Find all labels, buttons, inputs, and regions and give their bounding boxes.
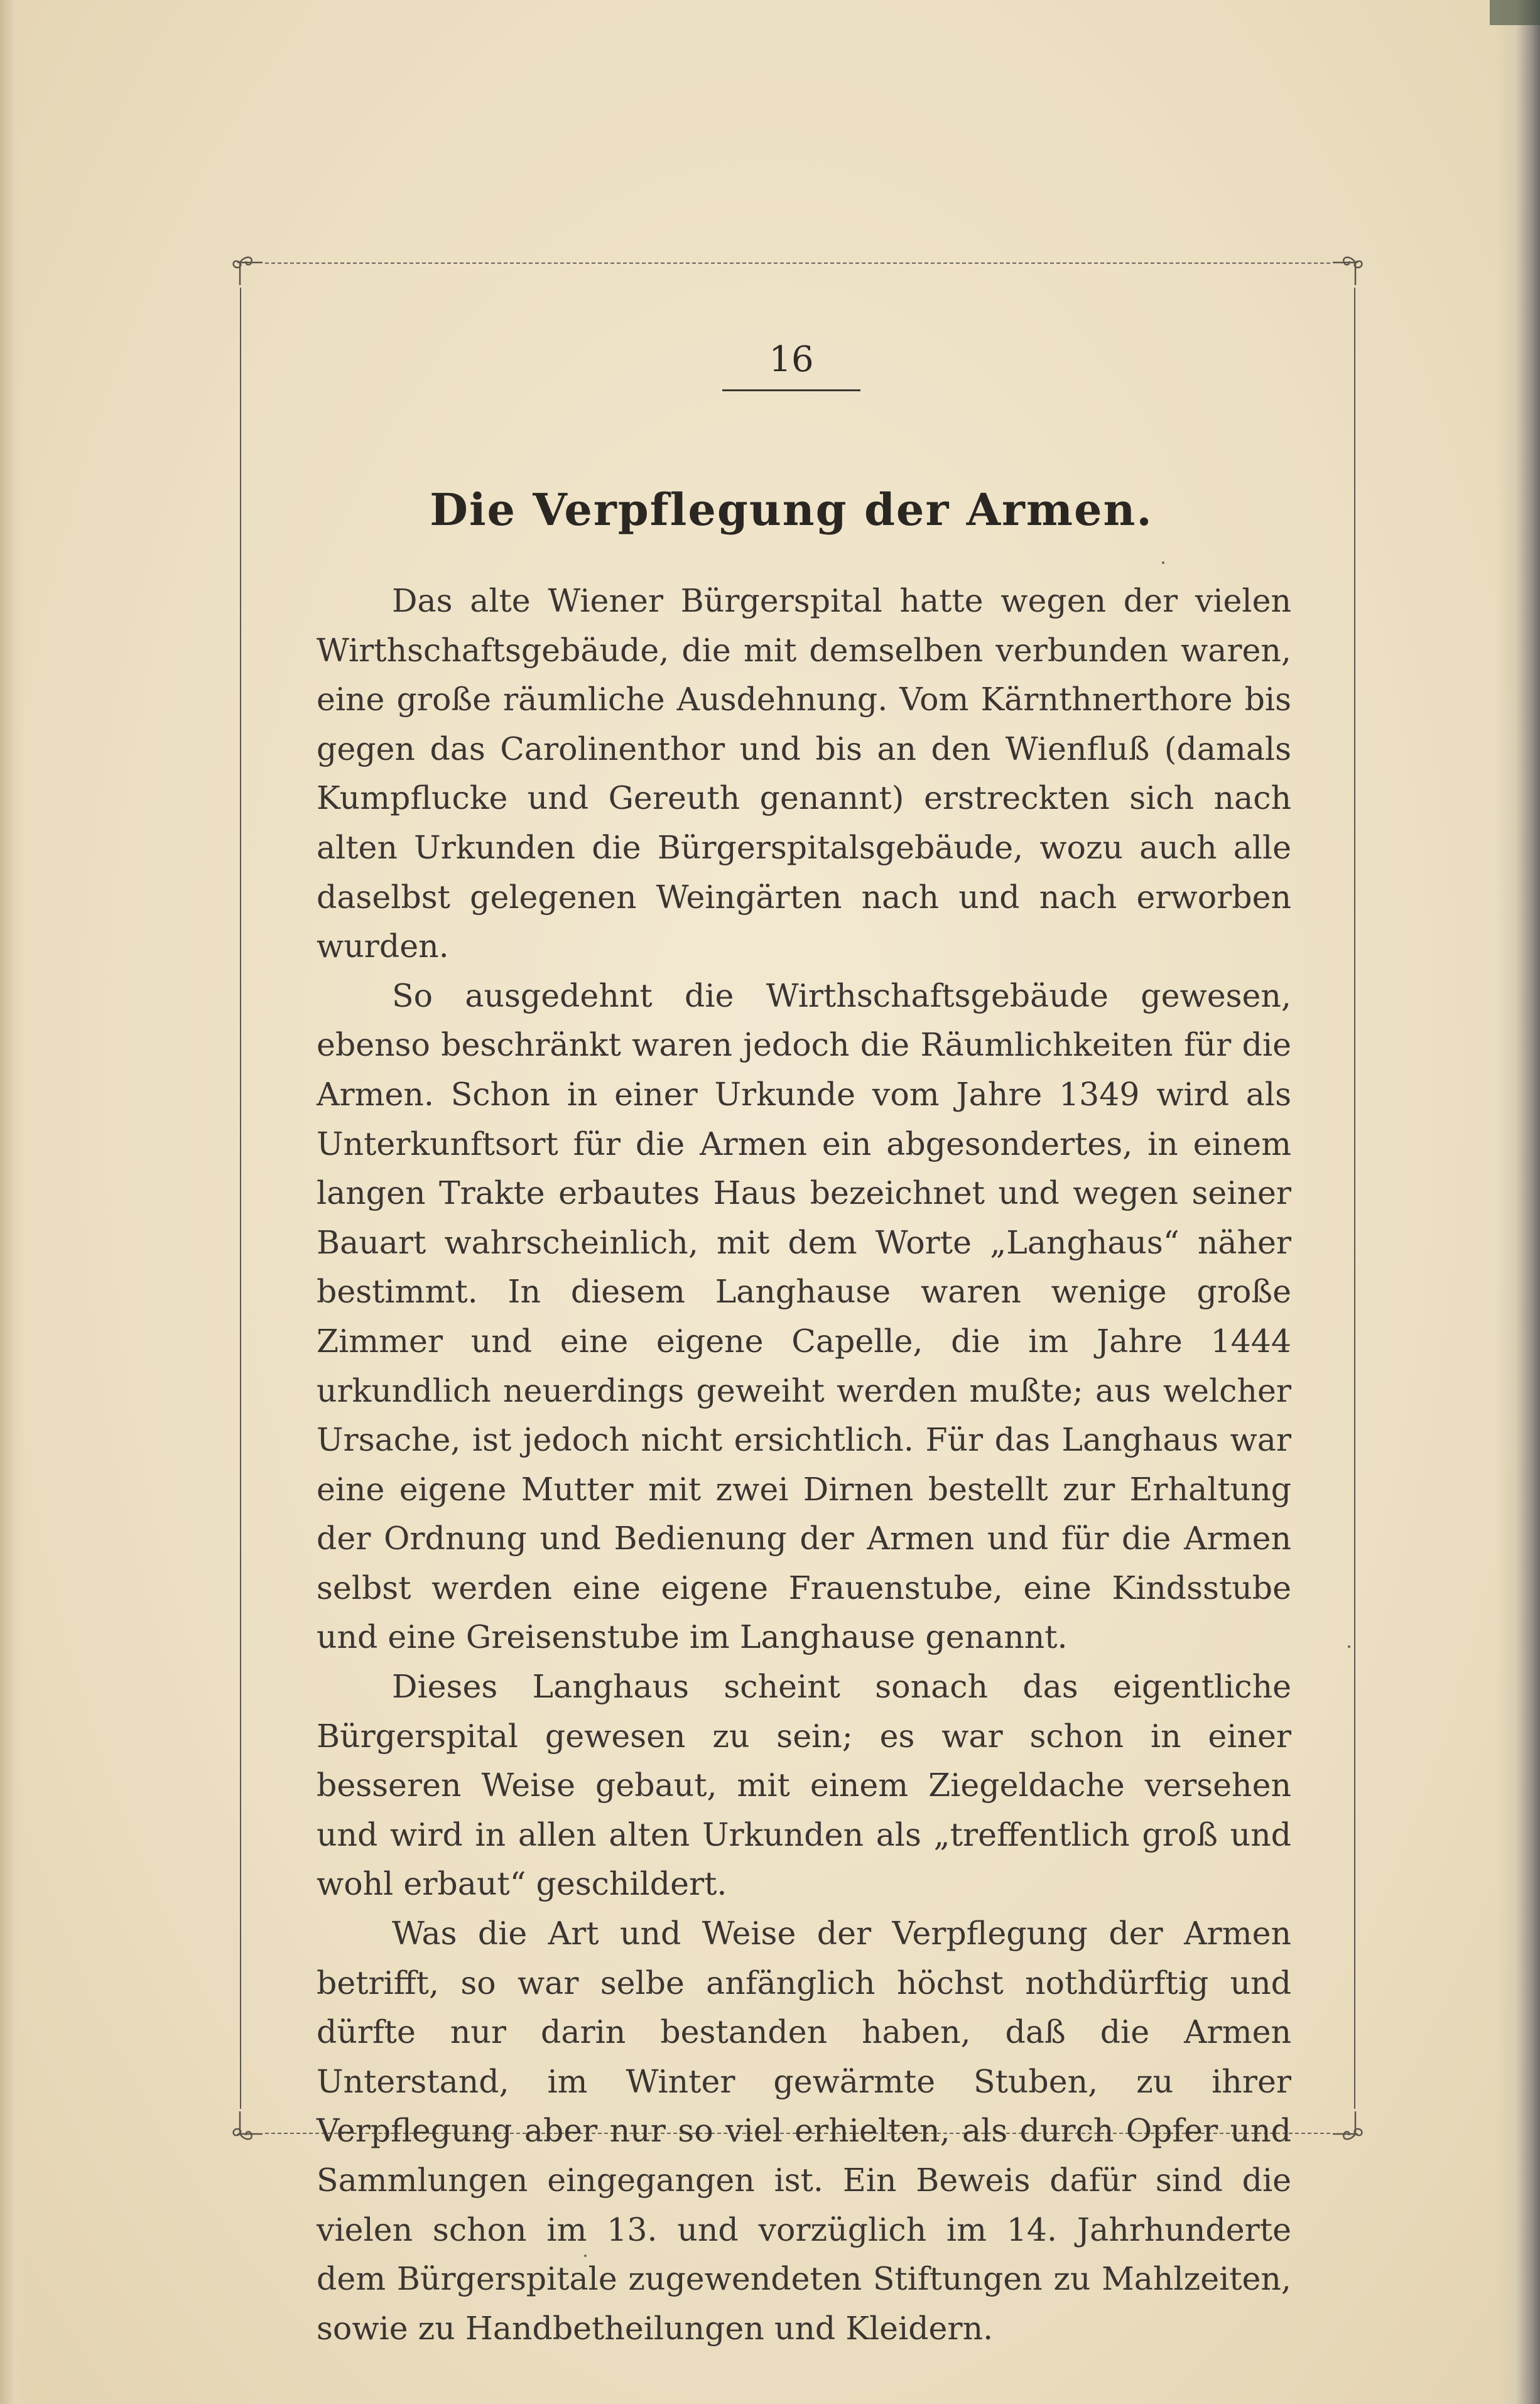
binding-edge — [0, 0, 25, 2404]
body-text — [317, 577, 1291, 2353]
flourish-icon — [1331, 2110, 1369, 2148]
cover-edge — [1490, 0, 1540, 25]
frame-top-rule — [265, 263, 1330, 264]
page-edge — [1496, 0, 1540, 2404]
frame-left-rule — [240, 288, 241, 2109]
ink-speck — [1162, 561, 1164, 564]
chapter-title: Die Verpflegung der Armen. — [430, 484, 1153, 536]
ink-speck — [1348, 1645, 1350, 1648]
ink-speck — [584, 2255, 587, 2257]
page-number-underline — [722, 389, 860, 391]
flourish-icon — [226, 249, 264, 286]
paragraph: So ausgedehnt die Wirthschaftsgebäude gewesen, ebenso beschränkt waren jedoch die Räumlichkeiten für die Armen. Schon in einer Urkunde vom Jahre 1349 wird als Unterkunftsort für die Armen ein abgesondertes, in einem langen Trakte erbautes Haus bezeichnet und wegen seiner Bauart wahrscheinlich, mit dem Worte „Langhaus“ näher bestimmt. In diesem Langhause waren wenige große Zimmer und eine eigene Capelle, die im Jahre 1444 urkundlich neuerdings geweiht werden mußte; aus welcher Ursache, ist jedoch nicht ersichtlich. Für das Langhaus war eine eigene Mutter mit zwei Dirnen bestellt zur Erhaltung der Ordnung und Bedienung der Armen und für die Armen selbst werden eine eigene Frauenstube, eine Kindsstube und eine Greisenstube im Langhause genannt. — [317, 977, 1291, 1656]
flourish-icon — [226, 2110, 264, 2148]
paragraph: Das alte Wiener Bürgerspital hatte wegen der vielen Wirthschaftsgebäude, die mit demselben verbunden waren, eine große räumliche Ausdehnung. Vom Kärnthnerthore bis gegen das Carolinenthor und bis an den Wienfluß (damals Kumpflucke und Gereuth genannt) erstreckten sich nach alten Urkunden die Bürgerspitalsgebäude, wozu auch alle daselbst gelegenen Weingärten nach und nach erworben wurden. — [317, 582, 1291, 965]
paragraph: Was die Art und Weise der Verpflegung der Armen betrifft, so war selbe anfänglich höchst nothdürftig und dürfte nur darin bestanden haben, daß die Armen Unterstand, im Winter gewärmte Stuben, zu ihrer Verpflegung aber nur so viel erhielten, als durch Opfer und Sammlungen eingegangen ist. Ein Beweis dafür sind die vielen schon im 13. und vorzüglich im 14. Jahrhunderte dem Bürgerspitale zugewendeten Stiftungen zu Mahlzeiten, sowie zu Handbetheilungen und Kleidern. — [317, 1915, 1291, 2347]
flourish-icon — [1331, 249, 1369, 286]
page-number: 16 — [769, 339, 814, 380]
frame-right-rule — [1354, 288, 1355, 2109]
paragraph: Dieses Langhaus scheint sonach das eigentliche Bürgerspital gewesen zu sein; es war schon in einer besseren Weise gebaut, mit einem Ziegeldache versehen und wird in allen alten Urkunden als „treffentlich groß und wohl erbaut“ geschildert. — [317, 1668, 1291, 1903]
